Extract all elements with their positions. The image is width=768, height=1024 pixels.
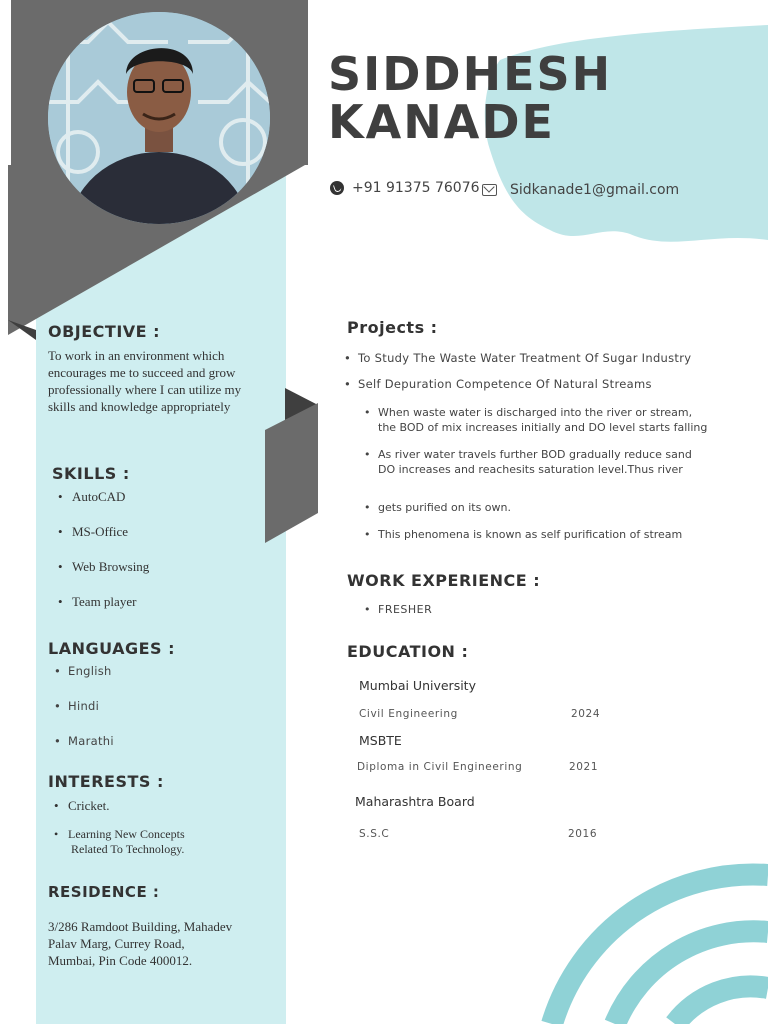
project-detail (360, 405, 740, 447)
skill-item: • Team player (54, 593, 254, 628)
project-detail (360, 447, 740, 500)
languages-heading: LANGUAGES : (48, 639, 176, 658)
language-item: • English (50, 664, 250, 699)
education-year: 2021 (569, 761, 599, 773)
work-heading: WORK EXPERIENCE : (347, 571, 541, 590)
decorative-arcs (540, 860, 768, 1024)
skills-list (54, 488, 254, 628)
project-detail: • This phenomena is known as self purification of stream (360, 527, 740, 542)
interests-list (50, 797, 260, 857)
education-institution: Maharashtra Board (355, 794, 475, 809)
objective-heading: OBJECTIVE : (48, 322, 161, 341)
interests-heading: INTERESTS : (48, 772, 164, 791)
skills-heading: SKILLS : (52, 464, 130, 483)
mail-icon (482, 184, 497, 196)
detail-line: When waste water is discharged into the river or stream, (378, 406, 693, 419)
education-course: Diploma in Civil Engineering (357, 761, 523, 773)
name-line-2: KANADE (328, 95, 555, 149)
project-details (360, 405, 740, 542)
project-detail: • gets purified on its own. (360, 500, 740, 527)
profile-photo-illustration (48, 12, 270, 224)
interest-line: Related To Technology. (71, 842, 185, 856)
address-line: Palav Marg, Currey Road, (48, 936, 185, 951)
email-address: Sidkanade1@gmail.com (510, 182, 680, 198)
language-item: • Marathi (50, 734, 250, 769)
address-line: Mumbai, Pin Code 400012. (48, 953, 193, 968)
candidate-name (328, 47, 613, 149)
interest-item: • Cricket. (50, 797, 260, 827)
education-institution: Mumbai University (359, 678, 476, 693)
work-list (360, 603, 432, 616)
skill-item: • AutoCAD (54, 488, 254, 523)
education-course: Civil Engineering (359, 708, 458, 720)
project-item: • Self Depuration Competence Of Natural Streams (340, 377, 760, 391)
languages-list (50, 664, 250, 769)
language-item: • Hindi (50, 699, 250, 734)
detail-line: DO increases and reachesits saturation level.Thus river (378, 463, 683, 476)
email-contact[interactable] (482, 182, 679, 198)
skill-item: • Web Browsing (54, 558, 254, 593)
side-ribbon-shape (260, 385, 320, 545)
name-line-1: SIDDHESH (328, 47, 613, 101)
residence-address (48, 918, 278, 969)
address-line: 3/286 Ramdoot Building, Mahadev (48, 919, 233, 934)
education-institution: MSBTE (359, 733, 402, 748)
projects-heading: Projects : (347, 318, 438, 337)
phone-contact[interactable] (330, 180, 480, 196)
work-item: • FRESHER (360, 603, 432, 616)
detail-line: the BOD of mix increases initially and DO level starts falling (378, 421, 708, 434)
skill-item: • MS-Office (54, 523, 254, 558)
objective-text: To work in an environment which encourages me to succeed and grow professionally where I can utilize my skills and knowledge appropriately (48, 348, 242, 414)
education-year: 2024 (571, 708, 601, 720)
phone-number: +91 91375 76076 (352, 180, 480, 196)
detail-line: As river water travels further BOD gradually reduce sand (378, 448, 692, 461)
project-item: • To Study The Waste Water Treatment Of Sugar Industry (340, 351, 760, 377)
phone-icon (330, 181, 344, 195)
interest-line: Learning New Concepts (68, 827, 185, 841)
residence-heading: RESIDENCE : (48, 883, 160, 901)
education-course: S.S.C (359, 828, 390, 840)
interest-item (50, 827, 260, 857)
education-heading: EDUCATION : (347, 642, 469, 661)
projects-list (340, 351, 760, 391)
profile-photo (48, 12, 270, 224)
education-year: 2016 (568, 828, 598, 840)
